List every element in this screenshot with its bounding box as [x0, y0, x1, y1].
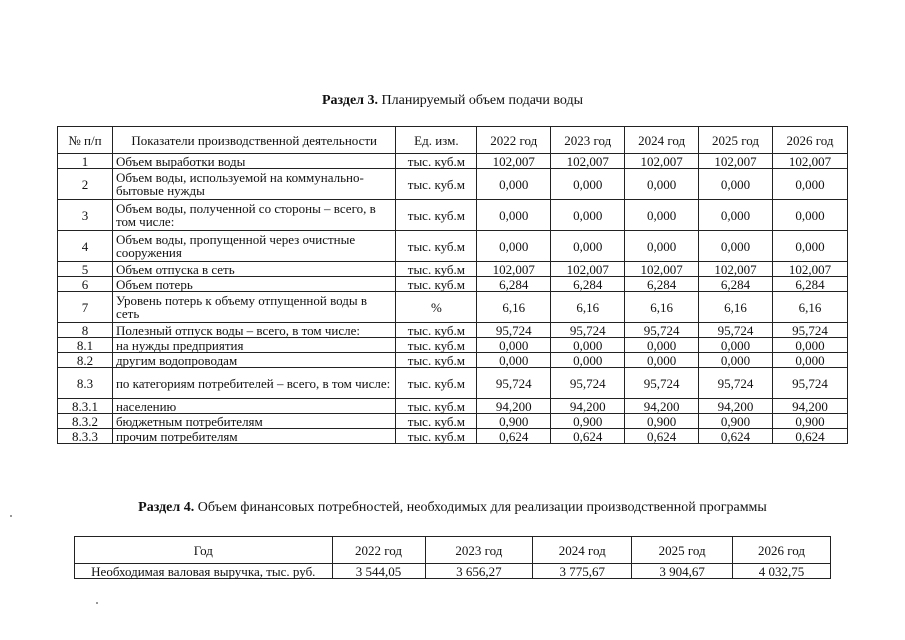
- row-value: 102,007: [477, 262, 551, 277]
- table-row: [58, 231, 848, 262]
- row-value: 0,000: [477, 338, 551, 353]
- row-num: 7: [58, 292, 113, 323]
- row-value: 6,284: [773, 277, 848, 292]
- row-value: 102,007: [551, 154, 625, 169]
- row-value: 95,724: [773, 368, 848, 399]
- row-value: 102,007: [625, 154, 699, 169]
- fin-header-2022: 2022 год: [332, 537, 425, 564]
- table-row: [58, 353, 848, 368]
- row-unit: %: [396, 292, 477, 323]
- row-indicator: Объем воды, используемой на коммунально-бытовые нужды: [112, 169, 396, 200]
- table-row: [58, 414, 848, 429]
- row-num: 8.3: [58, 368, 113, 399]
- section4-title: [0, 500, 905, 516]
- table-row: [58, 338, 848, 353]
- row-value: 0,000: [699, 200, 773, 231]
- row-value: 0,624: [551, 429, 625, 444]
- row-value: 0,624: [625, 429, 699, 444]
- fin-header-2024: 2024 год: [533, 537, 632, 564]
- row-unit: тыс. куб.м: [396, 200, 477, 231]
- row-value: 94,200: [699, 399, 773, 414]
- row-value: 0,000: [477, 231, 551, 262]
- header-2022: 2022 год: [477, 127, 551, 154]
- row-unit: тыс. куб.м: [396, 399, 477, 414]
- row-value: 95,724: [551, 323, 625, 338]
- fin-value-2026: 4 032,75: [733, 564, 831, 579]
- row-unit: тыс. куб.м: [396, 169, 477, 200]
- row-indicator: прочим потребителям: [112, 429, 396, 444]
- row-value: 0,000: [699, 231, 773, 262]
- row-indicator: населению: [112, 399, 396, 414]
- row-value: 0,000: [699, 353, 773, 368]
- row-value: 94,200: [773, 399, 848, 414]
- financial-needs-table: [74, 536, 831, 579]
- row-num: 8.3.1: [58, 399, 113, 414]
- row-value: 6,16: [699, 292, 773, 323]
- table-row: [58, 200, 848, 231]
- row-value: 0,000: [551, 169, 625, 200]
- row-value: 6,16: [773, 292, 848, 323]
- row-value: 0,000: [773, 338, 848, 353]
- fin-header-year: Год: [75, 537, 333, 564]
- section3-title: [0, 93, 905, 109]
- row-unit: тыс. куб.м: [396, 414, 477, 429]
- row-indicator: бюджетным потребителям: [112, 414, 396, 429]
- row-value: 95,724: [625, 368, 699, 399]
- table-row: [58, 323, 848, 338]
- row-value: 94,200: [551, 399, 625, 414]
- row-num: 8.2: [58, 353, 113, 368]
- header-2023: 2023 год: [551, 127, 625, 154]
- row-indicator: другим водопроводам: [112, 353, 396, 368]
- row-unit: тыс. куб.м: [396, 338, 477, 353]
- row-indicator: Уровень потерь к объему отпущенной воды в сеть: [112, 292, 396, 323]
- row-value: 102,007: [699, 262, 773, 277]
- row-value: 0,624: [699, 429, 773, 444]
- row-value: 6,284: [625, 277, 699, 292]
- row-value: 0,000: [773, 169, 848, 200]
- row-value: 94,200: [625, 399, 699, 414]
- financial-value-row: [75, 564, 831, 579]
- row-value: 0,000: [773, 231, 848, 262]
- scan-speck: [10, 515, 12, 517]
- row-value: 0,000: [551, 353, 625, 368]
- row-value: 95,724: [773, 323, 848, 338]
- row-value: 6,284: [699, 277, 773, 292]
- financial-header-row: [75, 537, 831, 564]
- header-unit: Ед. изм.: [396, 127, 477, 154]
- row-value: 6,284: [477, 277, 551, 292]
- row-value: 0,000: [773, 353, 848, 368]
- row-num: 3: [58, 200, 113, 231]
- row-value: 94,200: [477, 399, 551, 414]
- row-value: 102,007: [551, 262, 625, 277]
- row-indicator: Объем воды, пропущенной через очистные сооружения: [112, 231, 396, 262]
- scan-speck: [96, 602, 98, 604]
- row-value: 95,724: [699, 323, 773, 338]
- row-value: 102,007: [773, 262, 848, 277]
- row-num: 8.3.2: [58, 414, 113, 429]
- row-unit: тыс. куб.м: [396, 353, 477, 368]
- row-value: 0,000: [625, 169, 699, 200]
- row-unit: тыс. куб.м: [396, 231, 477, 262]
- row-value: 0,900: [477, 414, 551, 429]
- fin-header-2026: 2026 год: [733, 537, 831, 564]
- row-value: 0,000: [551, 338, 625, 353]
- row-value: 0,900: [551, 414, 625, 429]
- section3-label: Раздел 3.: [321, 93, 379, 108]
- row-value: 102,007: [477, 154, 551, 169]
- row-num: 8.1: [58, 338, 113, 353]
- row-unit: тыс. куб.м: [396, 277, 477, 292]
- row-unit: тыс. куб.м: [396, 323, 477, 338]
- section4-label: Раздел 4.: [138, 500, 195, 515]
- row-indicator: Объем выработки воды: [112, 154, 396, 169]
- row-value: 95,724: [477, 368, 551, 399]
- row-unit: тыс. куб.м: [396, 368, 477, 399]
- section3-title-text: Планируемый объем подачи воды: [378, 93, 584, 108]
- row-value: 0,624: [773, 429, 848, 444]
- row-value: 0,000: [625, 353, 699, 368]
- water-supply-table: [57, 126, 848, 444]
- fin-row-name: Необходимая валовая выручка, тыс. руб.: [75, 564, 333, 579]
- row-value: 0,000: [477, 353, 551, 368]
- row-value: 95,724: [551, 368, 625, 399]
- row-value: 6,16: [625, 292, 699, 323]
- row-value: 0,000: [477, 169, 551, 200]
- row-num: 4: [58, 231, 113, 262]
- row-value: 0,000: [773, 200, 848, 231]
- row-num: 5: [58, 262, 113, 277]
- row-value: 95,724: [699, 368, 773, 399]
- header-indicator: Показатели производственной деятельности: [112, 127, 396, 154]
- row-value: 6,16: [551, 292, 625, 323]
- fin-value-2024: 3 775,67: [533, 564, 632, 579]
- fin-value-2022: 3 544,05: [332, 564, 425, 579]
- row-value: 0,000: [699, 169, 773, 200]
- table-row: [58, 429, 848, 444]
- table-row: [58, 262, 848, 277]
- row-value: 6,16: [477, 292, 551, 323]
- row-indicator: Полезный отпуск воды – всего, в том числе:: [112, 323, 396, 338]
- row-value: 0,624: [477, 429, 551, 444]
- row-value: 95,724: [625, 323, 699, 338]
- row-value: 95,724: [477, 323, 551, 338]
- row-value: 102,007: [625, 262, 699, 277]
- row-unit: тыс. куб.м: [396, 429, 477, 444]
- row-num: 8: [58, 323, 113, 338]
- row-value: 0,000: [477, 200, 551, 231]
- table-row: [58, 368, 848, 399]
- row-value: 0,000: [699, 338, 773, 353]
- row-value: 0,900: [699, 414, 773, 429]
- row-value: 6,284: [551, 277, 625, 292]
- row-value: 0,900: [773, 414, 848, 429]
- row-unit: тыс. куб.м: [396, 262, 477, 277]
- water-supply-body: [58, 154, 848, 444]
- fin-value-2023: 3 656,27: [425, 564, 533, 579]
- fin-header-2025: 2025 год: [632, 537, 733, 564]
- header-num: № п/п: [58, 127, 113, 154]
- row-num: 1: [58, 154, 113, 169]
- row-num: 6: [58, 277, 113, 292]
- table-row: [58, 399, 848, 414]
- table-row: [58, 292, 848, 323]
- header-2026: 2026 год: [773, 127, 848, 154]
- row-value: 0,000: [625, 200, 699, 231]
- row-indicator: Объем потерь: [112, 277, 396, 292]
- row-unit: тыс. куб.м: [396, 154, 477, 169]
- header-2025: 2025 год: [699, 127, 773, 154]
- table-row: [58, 169, 848, 200]
- row-num: 2: [58, 169, 113, 200]
- row-value: 102,007: [699, 154, 773, 169]
- row-value: 0,000: [625, 338, 699, 353]
- row-value: 0,000: [551, 231, 625, 262]
- row-value: 102,007: [773, 154, 848, 169]
- fin-header-2023: 2023 год: [425, 537, 533, 564]
- table-row: [58, 277, 848, 292]
- row-value: 0,900: [625, 414, 699, 429]
- row-indicator: по категориям потребителей – всего, в том числе:: [112, 368, 396, 399]
- row-value: 0,000: [551, 200, 625, 231]
- section4-title-text: Объем финансовых потребностей, необходимых для реализации производственной программы: [194, 500, 767, 515]
- fin-value-2025: 3 904,67: [632, 564, 733, 579]
- row-indicator: на нужды предприятия: [112, 338, 396, 353]
- row-indicator: Объем воды, полученной со стороны – всего, в том числе:: [112, 200, 396, 231]
- row-num: 8.3.3: [58, 429, 113, 444]
- table-row: [58, 154, 848, 169]
- header-2024: 2024 год: [625, 127, 699, 154]
- row-indicator: Объем отпуска в сеть: [112, 262, 396, 277]
- water-supply-header-row: [58, 127, 848, 154]
- row-value: 0,000: [625, 231, 699, 262]
